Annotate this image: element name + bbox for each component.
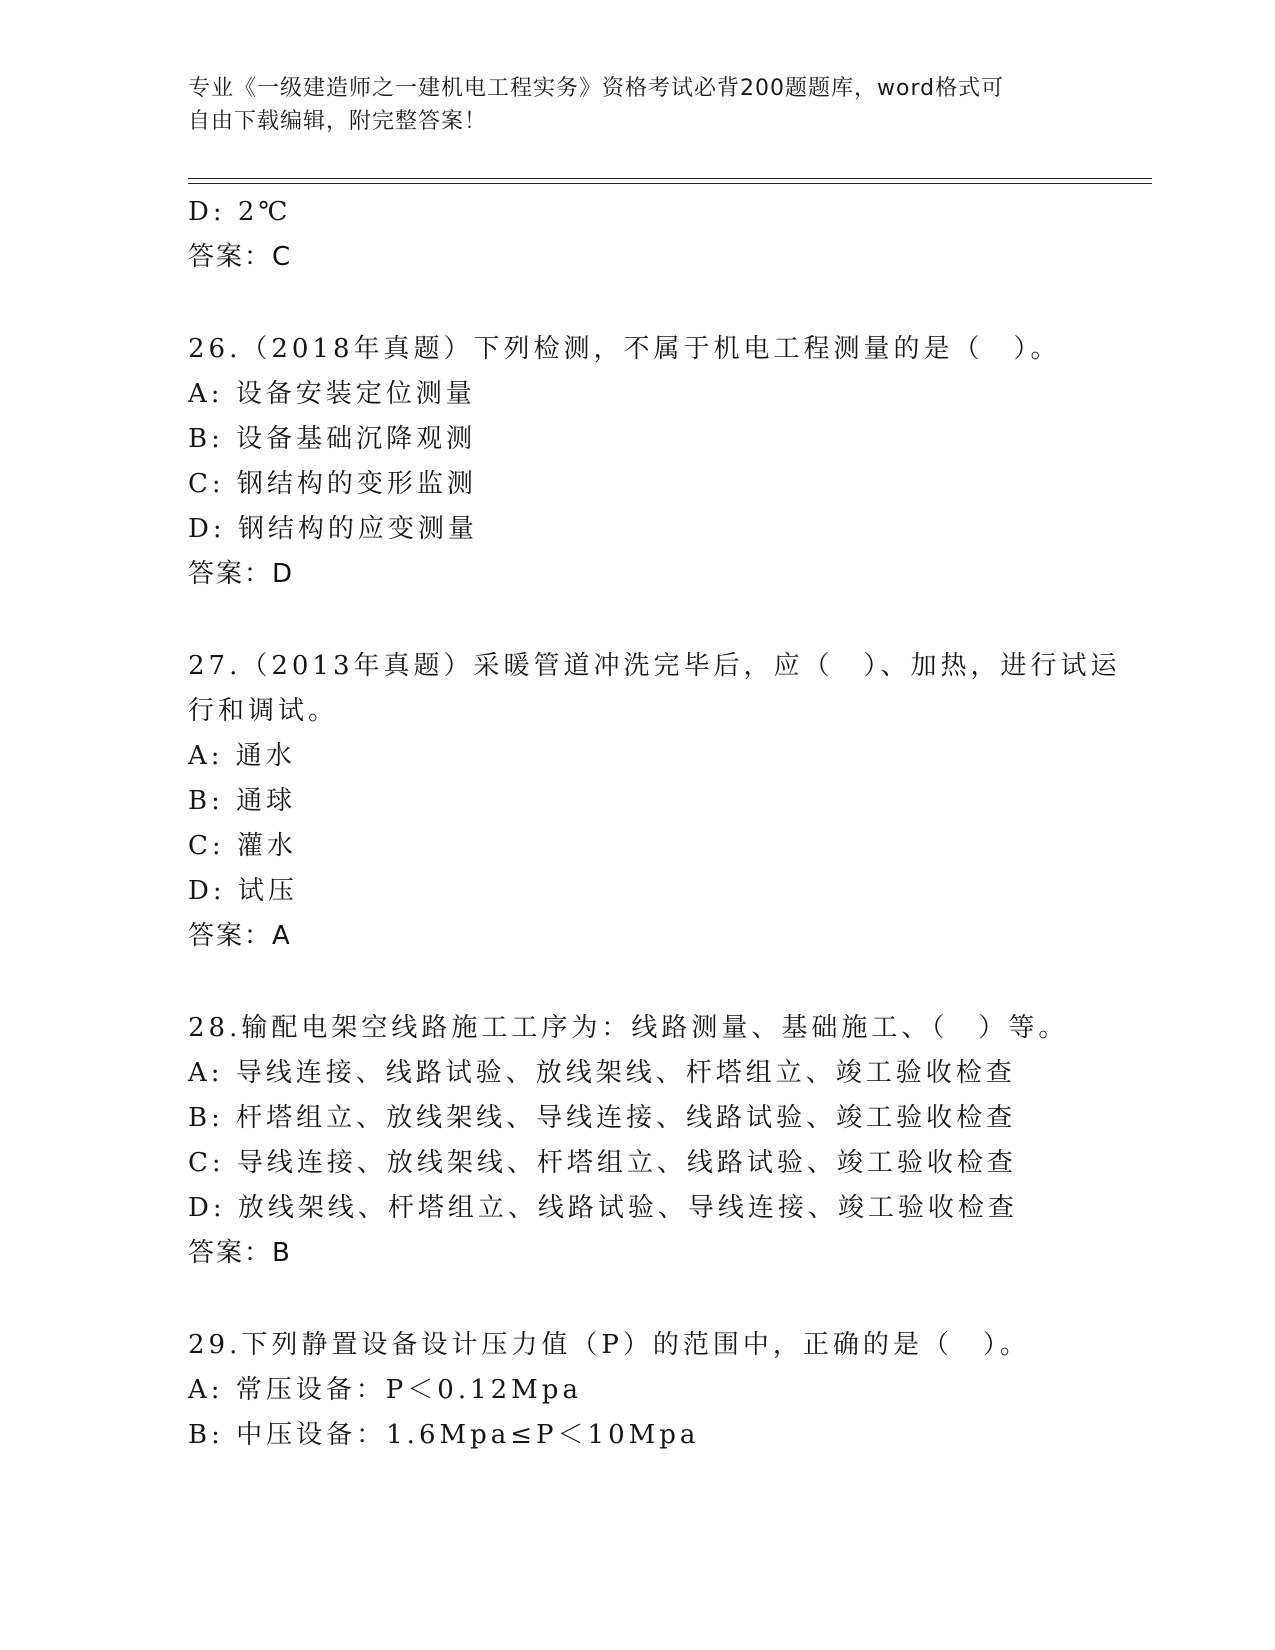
option-a: A: 导线连接、线路试验、放线架线、杆塔组立、竣工验收检查 <box>188 1058 1016 1088</box>
header-divider-bottom <box>188 183 1152 184</box>
question-27 <box>188 644 1121 959</box>
question-stem: 29.下列静置设备设计压力值（P）的范围中，正确的是（ ）。 <box>188 1330 1030 1360</box>
header-title-line2: 自由下载编辑，附完整答案！ <box>188 109 488 134</box>
question-stem: 28.输配电架空线路施工工序为：线路测量、基础施工、（ ）等。 <box>188 1013 1069 1043</box>
header-title-line1: 专业《一级建造师之一建机电工程实务》资格考试必背200题题库，word格式可 <box>188 76 1005 101</box>
answer-label: 答案：C <box>188 242 293 272</box>
option-b: B: 中压设备：1.6Mpa≤P＜10Mpa <box>188 1420 700 1450</box>
answer-label: 答案：A <box>188 921 292 951</box>
option-c: C: 钢结构的变形监测 <box>188 469 477 499</box>
question-25-tail <box>188 190 1088 280</box>
option-d: D: 钢结构的应变测量 <box>188 514 478 544</box>
spacer <box>188 280 1088 327</box>
question-28 <box>188 1006 1088 1276</box>
spacer <box>188 597 1088 644</box>
option-b: B: 杆塔组立、放线架线、导线连接、线路试验、竣工验收检查 <box>188 1103 1017 1133</box>
option-c: C: 导线连接、放线架线、杆塔组立、线路试验、竣工验收检查 <box>188 1148 1017 1178</box>
question-stem-line2: 行和调试。 <box>188 696 339 726</box>
answer-label: 答案：D <box>188 559 295 589</box>
option-d: D: 放线架线、杆塔组立、线路试验、导线连接、竣工验收检查 <box>188 1193 1018 1223</box>
question-stem-line1: 27.（2013年真题）采暖管道冲洗完毕后，应（ ）、加热，进行试运 <box>188 651 1121 681</box>
option-d: D: 试压 <box>188 876 298 906</box>
question-stem: 26.（2018年真题）下列检测，不属于机电工程测量的是（ ）。 <box>188 334 1061 364</box>
option-c: C: 灌水 <box>188 831 297 861</box>
option-a: A: 常压设备：P＜0.12Mpa <box>188 1375 582 1405</box>
spacer <box>188 959 1088 1006</box>
option-d: D: 2℃ <box>188 197 292 227</box>
answer-label: 答案：B <box>188 1238 292 1268</box>
option-a: A: 设备安装定位测量 <box>188 379 476 409</box>
question-list <box>188 190 1121 1458</box>
header-divider-top <box>188 178 1152 179</box>
spacer <box>188 1276 1088 1323</box>
question-26 <box>188 327 1088 597</box>
option-b: B: 设备基础沉降观测 <box>188 424 477 454</box>
document-header <box>188 72 1068 138</box>
question-29 <box>188 1323 1088 1458</box>
option-b: B: 通球 <box>188 786 297 816</box>
option-a: A: 通水 <box>188 741 296 771</box>
